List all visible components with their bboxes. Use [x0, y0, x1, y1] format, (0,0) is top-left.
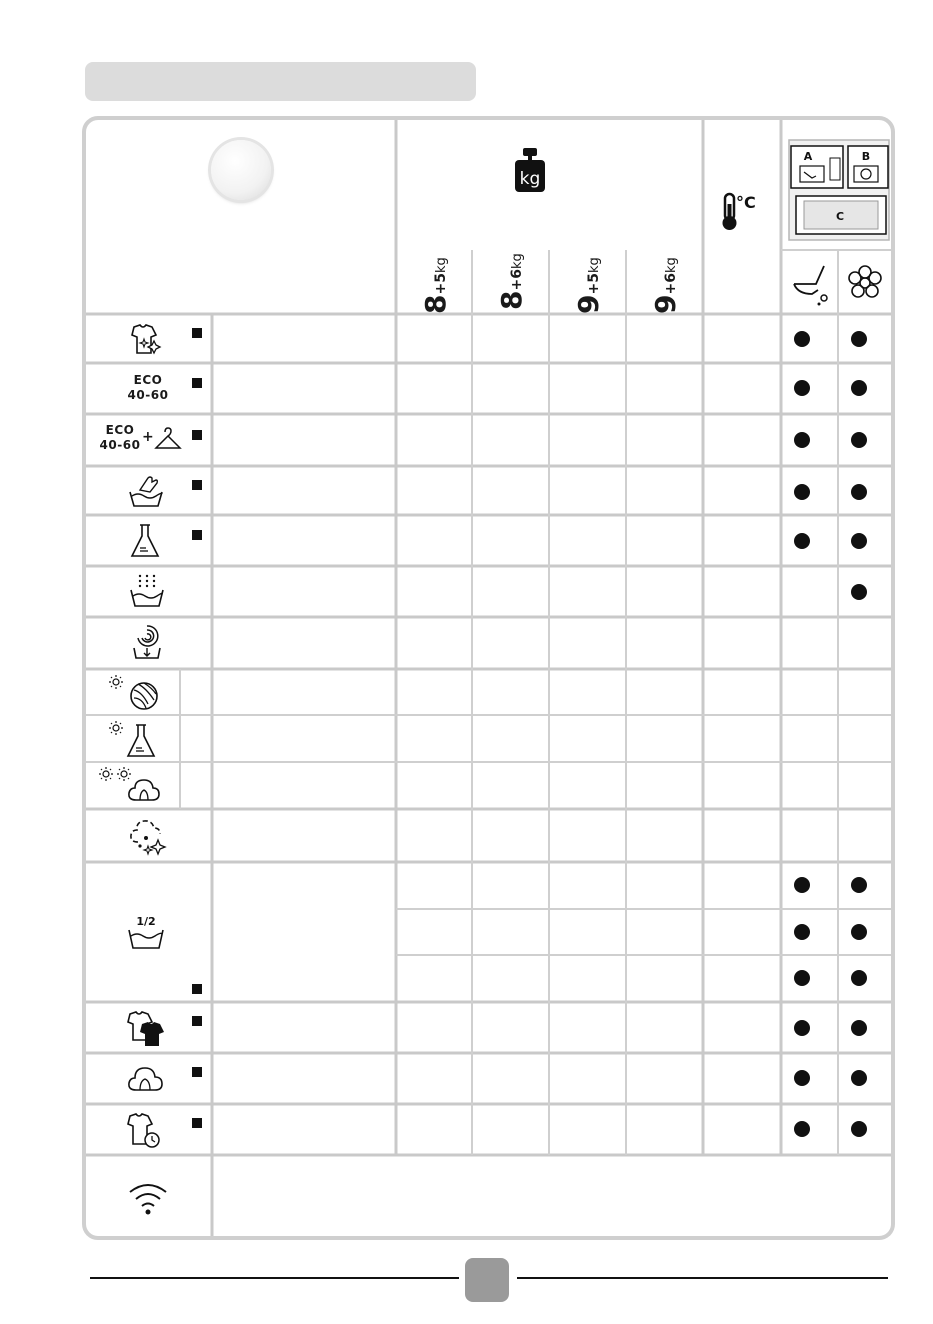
detergent-dot [794, 970, 810, 986]
softener-dot [851, 1020, 867, 1036]
detergent-dot [794, 484, 810, 500]
drawer-label-b: B [861, 150, 871, 163]
capacity-header-2 [495, 253, 528, 310]
softener-dot [851, 484, 867, 500]
softener-dot [851, 924, 867, 940]
eco-40-60-hanger-icon [96, 423, 144, 453]
option-marker [192, 1118, 202, 1128]
program-table [82, 116, 895, 1240]
capacity-main: 9 [649, 294, 682, 314]
half-load-icon [126, 912, 166, 952]
softener-dot [851, 584, 867, 600]
softener-dot [851, 432, 867, 448]
option-marker [192, 378, 202, 388]
half-load-label: 1/2 [136, 915, 156, 928]
detergent-dot [794, 924, 810, 940]
option-marker [192, 430, 202, 440]
plus-sign: + [142, 429, 155, 445]
drawer-label-a: A [803, 150, 813, 163]
capacity-main: 8 [419, 294, 452, 314]
softener-dot [851, 970, 867, 986]
option-marker [192, 480, 202, 490]
spin-drain-icon [130, 622, 164, 662]
detergent-dot [794, 877, 810, 893]
softener-dot [851, 533, 867, 549]
section-title-bar [85, 62, 476, 101]
drawer-label-c: C [835, 210, 845, 223]
detergent-dot [794, 1121, 810, 1137]
capacity-unit: kg [434, 257, 449, 274]
eco-temp-range: 40-60 [127, 388, 169, 402]
capacity-header-4 [649, 257, 682, 314]
softener-dot [851, 1070, 867, 1086]
capacity-plus: +5 [586, 273, 602, 295]
option-marker [192, 328, 202, 338]
capacity-header-3 [572, 257, 605, 314]
program-selector-knob [211, 140, 271, 200]
detergent-drawer-diagram [786, 138, 892, 244]
hanger-icon [154, 426, 182, 452]
capacity-unit: kg [664, 257, 679, 274]
softener-dot [851, 380, 867, 396]
detergent-dot [794, 1020, 810, 1036]
temperature-unit: °C [736, 193, 756, 212]
capacity-plus: +6 [663, 273, 679, 295]
option-marker [192, 1016, 202, 1026]
option-marker [192, 984, 202, 994]
eco-label: ECO [133, 373, 163, 387]
softener-dot [851, 877, 867, 893]
detergent-dot [794, 380, 810, 396]
wool-cold-icon [106, 674, 162, 712]
shirt-sparkle-icon [126, 323, 166, 357]
eco-40-60-icon [120, 373, 176, 403]
detergent-dot [794, 533, 810, 549]
capacity-unit: kg [587, 257, 602, 274]
thermometer-icon [720, 192, 768, 232]
capacity-unit: kg [510, 253, 525, 270]
color-shirts-icon [124, 1010, 168, 1048]
capacity-plus: +5 [433, 273, 449, 295]
flask-icon [128, 522, 162, 560]
quick-shirt-icon [124, 1112, 168, 1150]
softener-dot [851, 1121, 867, 1137]
softener-flower-icon [846, 264, 884, 302]
detergent-compartment-icon [788, 260, 832, 306]
footer-rule-right [517, 1277, 888, 1279]
weight-icon-label: kg [519, 169, 541, 189]
rinse-icon [128, 572, 166, 610]
capacity-main: 9 [572, 294, 605, 314]
eco-label: ECO [105, 423, 135, 437]
detergent-dot [794, 1070, 810, 1086]
steam-refresh-icon [126, 816, 170, 858]
footer-rule-left [90, 1277, 459, 1279]
detergent-dot [794, 432, 810, 448]
delicate-cold-icon [106, 720, 162, 760]
cotton-icon [126, 1062, 166, 1094]
weight-icon [514, 146, 546, 194]
wifi-icon [126, 1180, 170, 1216]
option-marker [192, 530, 202, 540]
page-number-box [465, 1258, 509, 1302]
table-grid [86, 120, 891, 1236]
detergent-dot [794, 331, 810, 347]
capacity-plus: +6 [509, 269, 525, 291]
capacity-header-1 [419, 257, 452, 314]
capacity-main: 8 [495, 290, 528, 310]
eco-temp-range: 40-60 [99, 438, 141, 452]
softener-dot [851, 331, 867, 347]
option-marker [192, 1067, 202, 1077]
cotton-cold-icon [96, 766, 162, 806]
hand-wash-icon [126, 474, 166, 510]
